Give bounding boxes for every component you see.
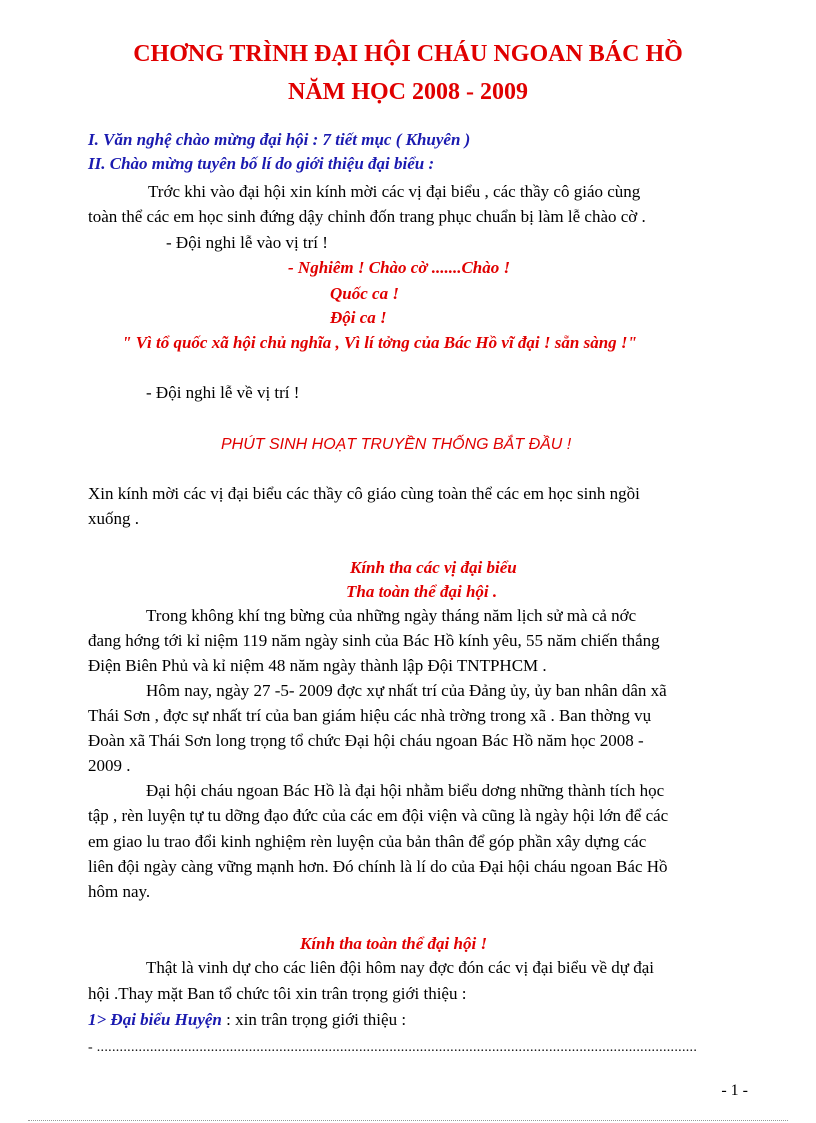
- delegates-label: 1> Đại biểu Huyện: [88, 1010, 222, 1029]
- para-2-line-1: Hôm nay, ngày 27 -5- 2009 đợc xự nhất trí của Đảng ủy, ủy ban nhân dân xã: [146, 681, 667, 700]
- intro-line-3: - Đội nghi lễ vào vị trí !: [166, 233, 328, 252]
- ceremony-line-3: Đội ca !: [330, 308, 387, 327]
- para-1-line-3: Điện Biên Phủ và kỉ niệm 48 năm ngày thành lập Đội TNTPHCM .: [88, 656, 547, 675]
- greeting-1-line-1: Kính tha các vị đại biểu: [350, 558, 517, 577]
- section-1-heading: I. Văn nghệ chào mừng đại hội : 7 tiết mục ( Khuyên ): [88, 130, 471, 149]
- para-4-line-2: hội .Thay mặt Ban tổ chức tôi xin trân trọng giới thiệu :: [88, 984, 467, 1003]
- para-3-line-4: liên đội ngày càng vững mạnh hơn. Đó chính là lí do của Đại hội cháu ngoan Bác Hồ: [88, 857, 668, 876]
- section-2-heading: II. Chào mừng tuyên bố lí do giới thiệu đại biểu :: [88, 154, 435, 173]
- delegates-rest: : xin trân trọng giới thiệu :: [221, 1010, 407, 1029]
- ceremony-line-1: - Nghiêm ! Chào cờ .......Chào !: [288, 258, 511, 277]
- delegates-line: [88, 1008, 406, 1032]
- return-line: - Đội nghi lễ về vị trí !: [146, 383, 300, 402]
- para-3-line-5: hôm nay.: [88, 882, 151, 901]
- para-2-line-4: 2009 .: [88, 756, 131, 775]
- para-2-line-2: Thái Sơn , đợc sự nhất trí của ban giám hiệu các nhà trờng trong xã . Ban thờng vụ: [88, 706, 652, 725]
- para-4-line-1: Thật là vinh dự cho các liên đội hôm nay đợc đón các vị đại biểu về dự đại: [146, 958, 654, 977]
- para-1-line-1: Trong không khí tng bừng của những ngày tháng năm lịch sử mà cả nớc: [146, 606, 637, 625]
- para-1-line-2: đang hớng tới kỉ niệm 119 năm ngày sinh của Bác Hồ kính yêu, 55 năm chiến thắng: [88, 631, 660, 650]
- para-3-line-1: Đại hội cháu ngoan Bác Hồ là đại hội nhằm biểu dơng những thành tích học: [146, 781, 665, 800]
- intro-line-2: toàn thể các em học sinh đứng dậy chỉnh đốn trang phục chuẩn bị làm lễ chào cờ .: [88, 207, 646, 226]
- page-number: - 1 -: [721, 1082, 748, 1099]
- para-3-line-2: tập , rèn luyện tự tu dỡng đạo đức của các em đội viện và cũng là ngày hội lớn để các: [88, 806, 669, 825]
- seated-line-2: xuống .: [88, 509, 139, 528]
- para-2-line-3: Đoàn xã Thái Sơn long trọng tổ chức Đại hội cháu ngoan Bác Hồ năm học 2008 -: [88, 731, 644, 750]
- tradition-heading: PHÚT SINH HOẠT TRUYỀN THỐNG BẮT ĐẦU !: [221, 436, 572, 453]
- dotted-fill-line: - ..............................................................................................................................................................: [88, 1040, 698, 1054]
- page-bottom-rule: [28, 1120, 788, 1121]
- ceremony-line-2: Quốc ca !: [330, 284, 399, 303]
- title-line-2: NĂM HỌC 2008 - 2009: [288, 79, 528, 105]
- ceremony-line-4: " Vì tổ quốc xã hội chủ nghĩa , Vì lí tởng của Bác Hồ vĩ đại ! sẵn sàng !": [122, 333, 637, 352]
- greeting-1-line-2: Tha toàn thể đại hội .: [346, 582, 498, 601]
- greeting-2: Kính tha toàn thể đại hội !: [300, 934, 488, 953]
- seated-line-1: Xin kính mời các vị đại biểu các thầy cô giáo cùng toàn thể các em học sinh ngồi: [88, 484, 640, 503]
- title-line-1: CHƠNG TRÌNH ĐẠI HỘI CHÁU NGOAN BÁC HỒ: [133, 41, 683, 67]
- intro-line-1: Trớc khi vào đại hội xin kính mời các vị đại biểu , các thầy cô giáo cùng: [148, 182, 641, 201]
- para-3-line-3: em giao lu trao đổi kinh nghiệm rèn luyện của bản thân để góp phần xây dựng các: [88, 832, 647, 851]
